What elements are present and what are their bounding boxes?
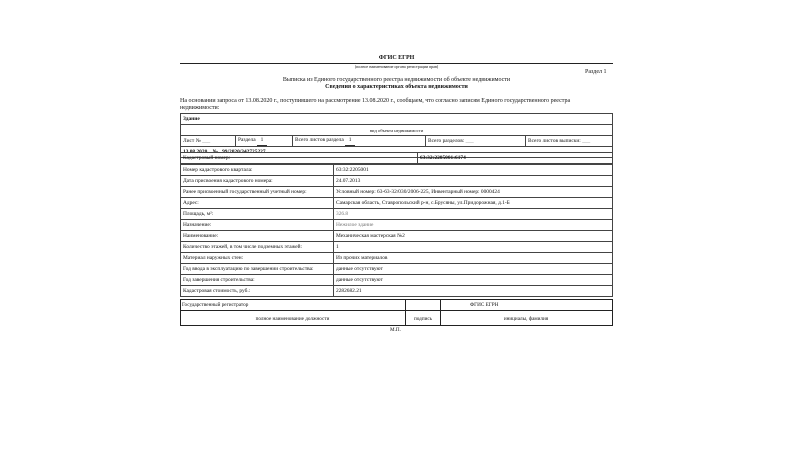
section-num-value: 1 [257, 136, 267, 146]
table-row [181, 209, 613, 220]
table-row [181, 187, 613, 198]
name-note: инициалы, фамилия [503, 316, 549, 322]
row-label: Количество этажей, в том числе подземных этажей: [181, 242, 334, 253]
row-value: Из прочих материалов [334, 253, 613, 264]
cadastral-table [180, 152, 613, 164]
date-number-line: 13.08.2020 № 99/2020/342725227 [181, 147, 613, 158]
total-sheets-section-value: 1 [345, 136, 355, 146]
row-value: 63:32:2205001 [334, 165, 613, 176]
row-value: Нежилое здание [334, 220, 613, 231]
sign-note: подпись [413, 316, 433, 322]
doc-title: Выписка из Единого государственного реестра недвижимости об объекте недвижимости [282, 77, 511, 83]
row-label: Ранее присвоенный государственный учетный номер: [181, 187, 334, 198]
row-value: 24.07.2013 [334, 176, 613, 187]
position-note: полное наименование должности [255, 316, 330, 322]
row-label: Номер кадастрового квартала: [181, 165, 334, 176]
total-sections-value: ___ [465, 137, 474, 144]
table-row [181, 176, 613, 187]
total-sheets-value: ___ [582, 137, 591, 144]
row-label: Адрес: [181, 198, 334, 209]
footer-mid-rule [180, 310, 613, 311]
row-label: Назначение: [181, 220, 334, 231]
cadastral-value: 63:32:2205001:6174 [418, 153, 613, 164]
section-label: Раздел 1 [585, 69, 607, 75]
table-row [181, 242, 613, 253]
total-sheets-label: Всего листов выписки: [528, 137, 581, 144]
org-note: (полное наименование органа регистрации прав) [354, 64, 439, 69]
row-value: данные отсутствуют [334, 275, 613, 286]
registrar-label: Государственный регистратор [182, 302, 249, 308]
row-label: Площадь, м²: [181, 209, 334, 220]
footer-top-rule [180, 299, 613, 300]
section-num-label: Раздела [238, 137, 256, 143]
row-label: Год ввода в эксплуатацию по завершении строительства: [181, 264, 334, 275]
table-row [181, 198, 613, 209]
row-value: Условный номер: 63-63-32/030/2006-225, Инвентарный номер: 0000424 [334, 187, 613, 198]
total-sheets-cell [526, 136, 613, 147]
row-label: Год завершения строительства: [181, 275, 334, 286]
total-sections-label: Всего разделов: [428, 137, 465, 144]
characteristics-table [180, 164, 613, 297]
table-row [181, 220, 613, 231]
cadastral-label: Кадастровый номер: [181, 153, 418, 164]
table-row [181, 286, 613, 297]
doc-subtitle: Сведения о характеристиках объекта недвижимости [325, 84, 468, 90]
footer-right-rule [612, 299, 613, 325]
row-label: Материал наружных стен: [181, 253, 334, 264]
row-value: 2282682.21 [334, 286, 613, 297]
table-row [181, 165, 613, 176]
row-value: данные отсутствуют [334, 264, 613, 275]
org-name: ФГИС ЕГРН [378, 55, 415, 61]
table-row [181, 231, 613, 242]
row-value: Самарская область, Ставропольский р-н, с.Брусяны, ул.Придорожная, д.1-Б [334, 198, 613, 209]
row-value: Механическая мастерская №2 [334, 231, 613, 242]
section-cell [236, 136, 293, 147]
table-row [181, 253, 613, 264]
sheet-label: Лист № [183, 137, 201, 144]
intro-text-2: недвижимости: [180, 105, 220, 111]
row-label: Наименование: [181, 231, 334, 242]
object-kind: Здание [181, 114, 613, 125]
footer-bottom-rule [180, 325, 613, 326]
row-label: Кадастровая стоимость, руб.: [181, 286, 334, 297]
sheet-cell [181, 136, 236, 147]
table-row [181, 275, 613, 286]
object-kind-note: вид объекта недвижимости [181, 125, 613, 136]
total-sections-cell [426, 136, 526, 147]
table-row [181, 264, 613, 275]
row-label: Дата присвоения кадастрового номера: [181, 176, 334, 187]
row-value: 1 [334, 242, 613, 253]
stamp-label: М.П. [390, 327, 401, 333]
total-sheets-section-label: Всего листов раздела [295, 137, 344, 143]
registrar-org: ФГИС ЕГРН [470, 302, 499, 308]
row-value: 326.8 [334, 209, 613, 220]
total-sheets-section-cell [293, 136, 426, 147]
intro-text: На основании запроса от 13.08.2020 г., поступившего на рассмотрение 13.08.2020 г., сообщаем, что согласно записям Единого государственного реестра [180, 98, 571, 104]
sheet-value: ___ [202, 137, 211, 144]
